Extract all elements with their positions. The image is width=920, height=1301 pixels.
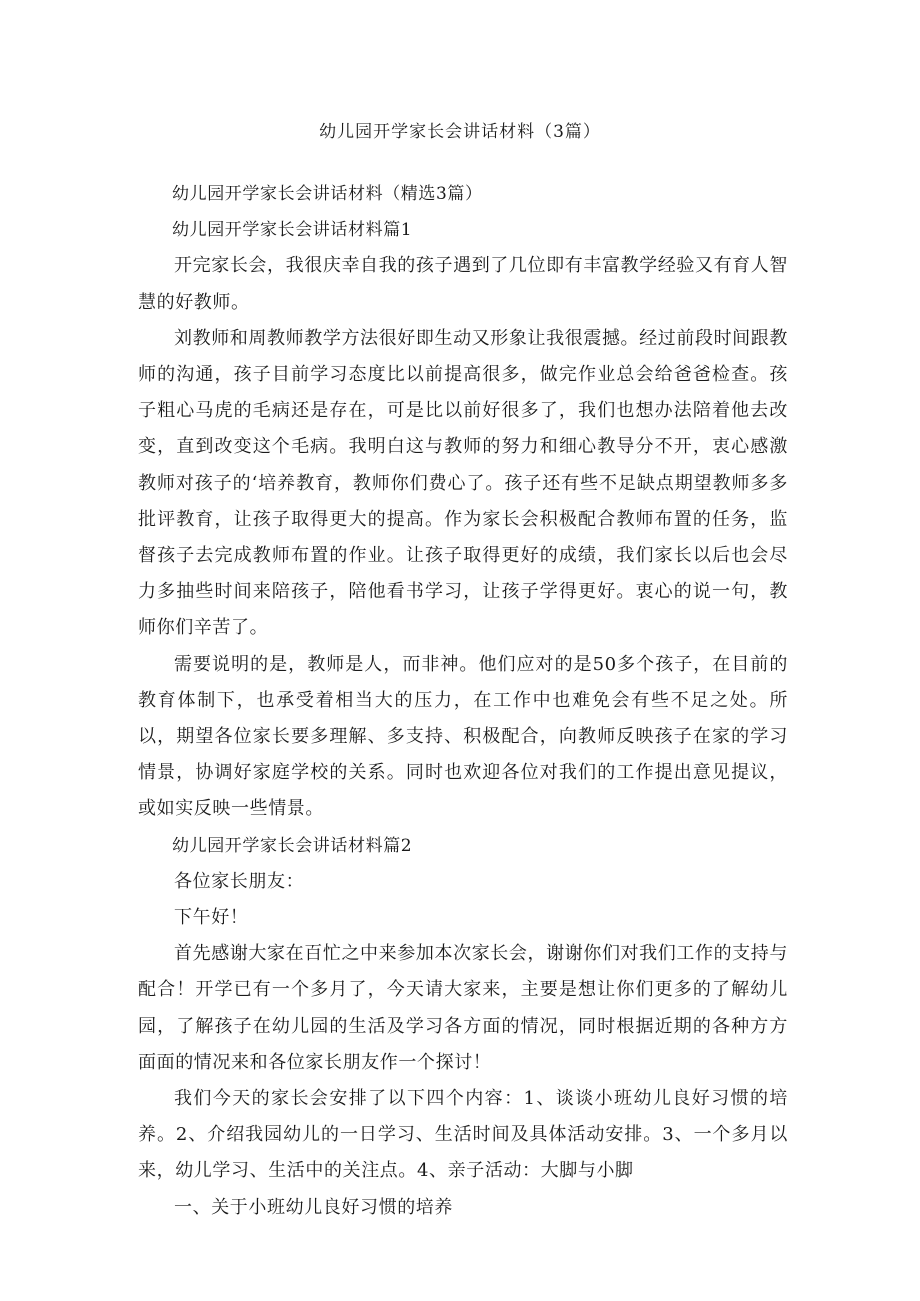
greeting-line: 各位家长朋友： xyxy=(174,870,305,892)
paragraph: 我们今天的家长会安排了以下四个内容：1、谈谈小班幼儿良好习惯的培养。2、介绍我园幼儿的一日学习、生活时间及具体活动安排。3、一个多月以来，幼儿学习、生活中的关注点。4、亲子活动：大脚与小脚 xyxy=(138,1088,788,1182)
document-body xyxy=(138,176,788,1226)
paragraph: 开完家长会，我很庆幸自我的孩子遇到了几位即有丰富教学经验又有育人智慧的好教师。 xyxy=(138,255,788,313)
section-heading-3: 一、关于小班幼儿良好习惯的培养 xyxy=(174,1196,453,1218)
subtitle-paragraph: 幼儿园开学家长会讲话材料（精选3篇） xyxy=(172,184,483,204)
section-heading-2: 幼儿园开学家长会讲话材料篇2 xyxy=(172,835,413,856)
document-title: 幼儿园开学家长会讲话材料（3篇） xyxy=(319,122,601,142)
paragraph: 首先感谢大家在百忙之中来参加本次家长会，谢谢你们对我们工作的支持与配合！开学已有一个多月了，今天请大家来，主要是想让你们更多的了解幼儿园，了解孩子在幼儿园的生活及学习各方面的情况，同时根据近期的各种方方面面的情况来和各位家长朋友作一个探讨！ xyxy=(138,943,788,1073)
greeting-line: 下午好！ xyxy=(174,907,249,929)
section-heading-1: 幼儿园开学家长会讲话材料篇1 xyxy=(172,220,413,241)
paragraph: 需要说明的是，教师是人，而非神。他们应对的是50多个孩子，在目前的教育体制下，也承受着相当大的压力，在工作中也难免会有些不足之处。所以，期望各位家长要多理解、多支持、积极配合，向教师反映孩子在家的学习情景，协调好家庭学校的关系。同时也欢迎各位对我们的工作提出意见提议，或如实反映一些情景。 xyxy=(138,653,788,820)
paragraph: 刘教师和周教师教学方法很好即生动又形象让我很震撼。经过前段时间跟教师的沟通，孩子目前学习态度比以前提高很多，做完作业总会给爸爸检查。孩子粗心马虎的毛病还是存在，可是比以前好很多了，我们也想办法陪着他去改变，直到改变这个毛病。我明白这与教师的努力和细心教导分不开，衷心感激教师对孩子的‘培养教育，教师你们费心了。孩子还有些不足缺点期望教师多多批评教育，让孩子取得更大的提高。作为家长会积极配合教师布置的任务，监督孩子去完成教师布置的作业。让孩子取得更好的成绩，我们家长以后也会尽力多抽些时间来陪孩子，陪他看书学习，让孩子学得更好。衷心的说一句，教师你们辛苦了。 xyxy=(138,327,788,639)
